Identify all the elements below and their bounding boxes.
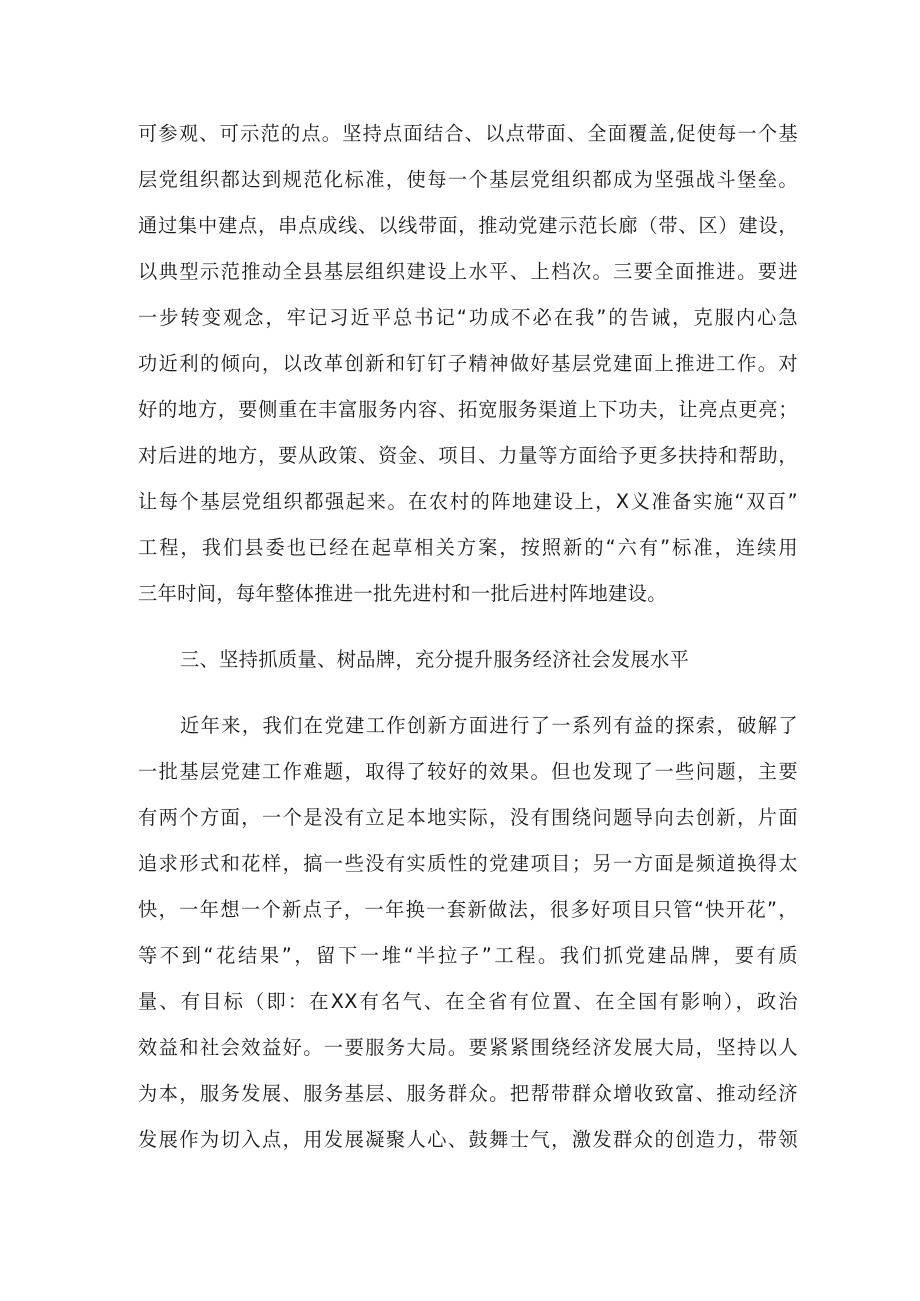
- paragraph-line: 为本，服务发展、服务基层、服务群众。把帮带群众增收致富、推动经济: [138, 1082, 798, 1105]
- paragraph-line: 让每个基层党组织都强起来。在农村的阵地建设上，X义准备实施“双百”: [138, 490, 798, 513]
- section-heading: 三、坚持抓质量、树品牌，充分提升服务经济社会发展水平: [180, 648, 690, 671]
- paragraph-line: 三年时间，每年整体推进一批先进村和一批后进村阵地建设。: [138, 582, 667, 605]
- paragraph-line: 追求形式和花样，搞一些没有实质性的党建项目；另一方面是频道换得太: [138, 852, 798, 875]
- paragraph-line: 发展作为切入点，用发展凝聚人心、鼓舞士气，激发群众的创造力，带领: [138, 1128, 798, 1151]
- paragraph-line: 效益和社会效益好。一要服务大局。要紧紧围绕经济发展大局，坚持以人: [138, 1036, 798, 1059]
- paragraph-line: 量、有目标（即：在XX有名气、在全省有位置、在全国有影响），政治: [138, 990, 798, 1013]
- paragraph-line: 功近利的倾向，以改革创新和钉钉子精神做好基层党建面上推进工作。对: [138, 352, 798, 375]
- paragraph-line: 工程，我们县委也已经在起草相关方案，按照新的“六有”标准，连续用: [138, 536, 798, 559]
- paragraph-line: 对后进的地方，要从政策、资金、项目、力量等方面给予更多扶持和帮助，: [138, 444, 798, 467]
- paragraph-line: 以典型示范推动全县基层组织建设上水平、上档次。三要全面推进。要进: [138, 260, 798, 283]
- paragraph-line: 一批基层党建工作难题，取得了较好的效果。但也发现了一些问题，主要: [138, 760, 798, 783]
- paragraph-line: 等不到“花结果”，留下一堆“半拉子”工程。我们抓党建品牌，要有质: [138, 944, 798, 967]
- paragraph-line: 好的地方，要侧重在丰富服务内容、拓宽服务渠道上下功夫，让亮点更亮；: [138, 398, 798, 421]
- paragraph-line: 通过集中建点，串点成线、以线带面，推动党建示范长廊（带、区）建设，: [138, 214, 798, 237]
- paragraph-line: 有两个方面，一个是没有立足本地实际，没有围绕问题导向去创新，片面: [138, 806, 798, 829]
- paragraph-line: 层党组织都达到规范化标准，使每一个基层党组织都成为坚强战斗堡垒。: [138, 168, 798, 191]
- paragraph-line: 可参观、可示范的点。坚持点面结合、以点带面、全面覆盖,促使每一个基: [138, 122, 798, 145]
- paragraph-line: 一步转变观念，牢记习近平总书记“功成不必在我”的告诫，克服内心急: [138, 306, 798, 329]
- paragraph-line: 近年来，我们在党建工作创新方面进行了一系列有益的探索，破解了: [180, 714, 798, 737]
- paragraph-line: 快，一年想一个新点子，一年换一套新做法，很多好项目只管“快开花”，: [138, 898, 798, 921]
